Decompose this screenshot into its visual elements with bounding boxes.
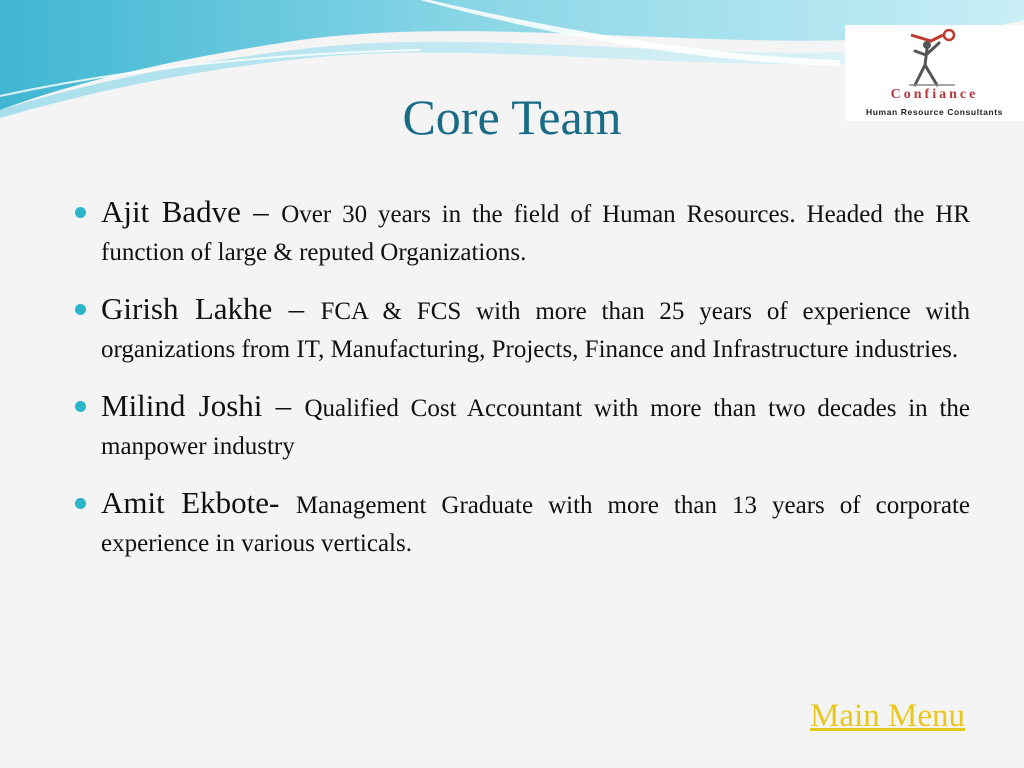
bullet-dot-icon [75, 498, 86, 509]
team-member-item [75, 484, 970, 563]
member-description: Qualified Cost Accountant with more than two decades in the manpower industry [101, 395, 970, 460]
member-name: Girish Lakhe – [101, 291, 321, 326]
team-member-list [75, 193, 970, 581]
member-name: Milind Joshi – [101, 388, 305, 423]
page-title: Core Team [402, 89, 622, 145]
main-menu-link[interactable]: Main Menu [810, 698, 965, 734]
member-description: Over 30 years in the field of Human Resources. Headed the HR function of large & reputed Organizations. [101, 201, 970, 266]
bullet-dot-icon [75, 304, 86, 315]
member-name: Ajit Badve – [101, 194, 282, 229]
team-member-item [75, 290, 970, 369]
bullet-dot-icon [75, 401, 86, 412]
member-description: FCA & FCS with more than 25 years of experience with organizations from IT, Manufacturing, Projects, Finance and Infrastructure industries. [101, 298, 970, 363]
bullet-dot-icon [75, 207, 86, 218]
member-name: Amit Ekbote- [101, 485, 296, 520]
member-description: Management Graduate with more than 13 years of corporate experience in various verticals. [101, 492, 970, 557]
team-member-item [75, 193, 970, 272]
team-member-item [75, 387, 970, 466]
logo-tagline: Human Resource Consultants [866, 107, 1003, 117]
logo-brand-name: Confiance [890, 87, 979, 102]
